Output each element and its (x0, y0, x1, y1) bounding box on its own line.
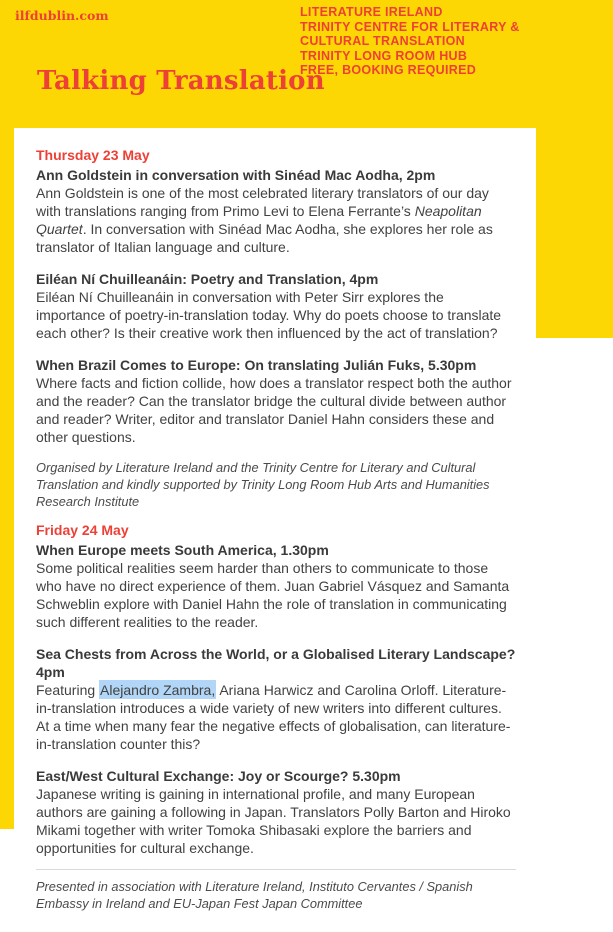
event-description: Eiléan Ní Chuilleanáin in conversation with Peter Sirr explores the importance of poetry-in-translation today. Why do poets choose to translate each other? Is their creative work then influenced by the act of translation? (36, 289, 502, 341)
event-title: When Brazil Comes to Europe: On translating Julián Fuks, 5.30pm (36, 357, 477, 373)
event-description-text: Featuring (36, 682, 100, 698)
event-when-brazil-comes-to-europe (36, 356, 516, 446)
yellow-right-strip (536, 0, 613, 338)
event-description: Some political realities seem harder than others to communicate to those who have no direct experience of them. Juan Gabriel Vásquez and Samanta Schweblin explore with Daniel Hahn the role of translation in communicating such different realities to the reader. (36, 560, 510, 630)
org-line: FREE, BOOKING REQUIRED (300, 63, 477, 78)
content-panel (14, 128, 536, 932)
site-url: ilfdublin.com (15, 8, 109, 23)
event-ann-goldstein (36, 166, 516, 256)
event-description-text: . In conversation with Sinéad Mac Aodha, she explores her role as translator of Italian language and culture. (36, 221, 493, 255)
day-label: Thursday 23 May (36, 147, 150, 163)
credit-organised-by: Organised by Literature Ireland and the Trinity Centre for Literary and Cultural Translation and kindly supported by Trinity Long Room Hub Arts and Humanities Research Institute (36, 460, 490, 509)
page-title: Talking Translation (37, 66, 325, 96)
credit-presented-by: Presented in association with Literature Ireland, Instituto Cervantes / Spanish Embassy in Ireland and EU-Japan Fest Japan Committee (36, 869, 516, 912)
day-section-friday (36, 521, 516, 912)
event-sea-chests (36, 645, 516, 753)
day-section-thursday (36, 146, 516, 510)
event-description: Japanese writing is gaining in international profile, and many European authors are gaining a following in Japan. Translators Polly Barton and Hiroko Mikami together with writer Tomoka Shibasaki explore the barriers and opportunities for cultural exchange. (36, 786, 511, 856)
event-description-text: Ann Goldstein is one of the most celebrated literary translators of our day with translations ranging from Primo Levi to Elena Ferrante’s (36, 185, 489, 219)
org-line: TRINITY CENTRE FOR LITERARY & (300, 19, 520, 34)
book-title: Neapolitan Quartet (36, 203, 482, 237)
event-when-europe-meets-south-america (36, 541, 516, 631)
event-title: When Europe meets South America, 1.30pm (36, 542, 329, 558)
org-line: TRINITY LONG ROOM HUB (300, 48, 468, 63)
event-east-west-cultural-exchange (36, 767, 516, 857)
org-line: CULTURAL TRANSLATION (300, 34, 466, 49)
event-description: Where facts and fiction collide, how does a translator respect both the author and the reader? Can the translator bridge the cultural divide between author and reader? Writer, editor and translator Daniel Hahn considers these and other questions. (36, 375, 512, 445)
event-eilean-ni-chuilleanain (36, 270, 516, 342)
event-description-text: Ariana Harwicz and Carolina Orloff. Literature-in-translation introduces a wide variety of new writers into different cultures. At a time when many fear the negative effects of globalisation, can literature-in-translation counter this? (36, 682, 511, 752)
text-selection-highlight: Alejandro Zambra, (100, 682, 216, 698)
event-description (36, 681, 516, 753)
day-label: Friday 24 May (36, 522, 129, 538)
org-line: LITERATURE IRELAND (300, 5, 443, 19)
event-title: Eiléan Ní Chuilleanáin: Poetry and Translation, 4pm (36, 271, 379, 287)
event-title: Sea Chests from Across the World, or a Globalised Literary Landscape? 4pm (36, 646, 516, 680)
organisers-block (300, 5, 520, 78)
event-title: East/West Cultural Exchange: Joy or Scourge? 5.30pm (36, 768, 401, 784)
event-description (36, 184, 516, 256)
event-title: Ann Goldstein in conversation with Sinéad Mac Aodha, 2pm (36, 167, 436, 183)
yellow-left-strip (0, 0, 14, 829)
